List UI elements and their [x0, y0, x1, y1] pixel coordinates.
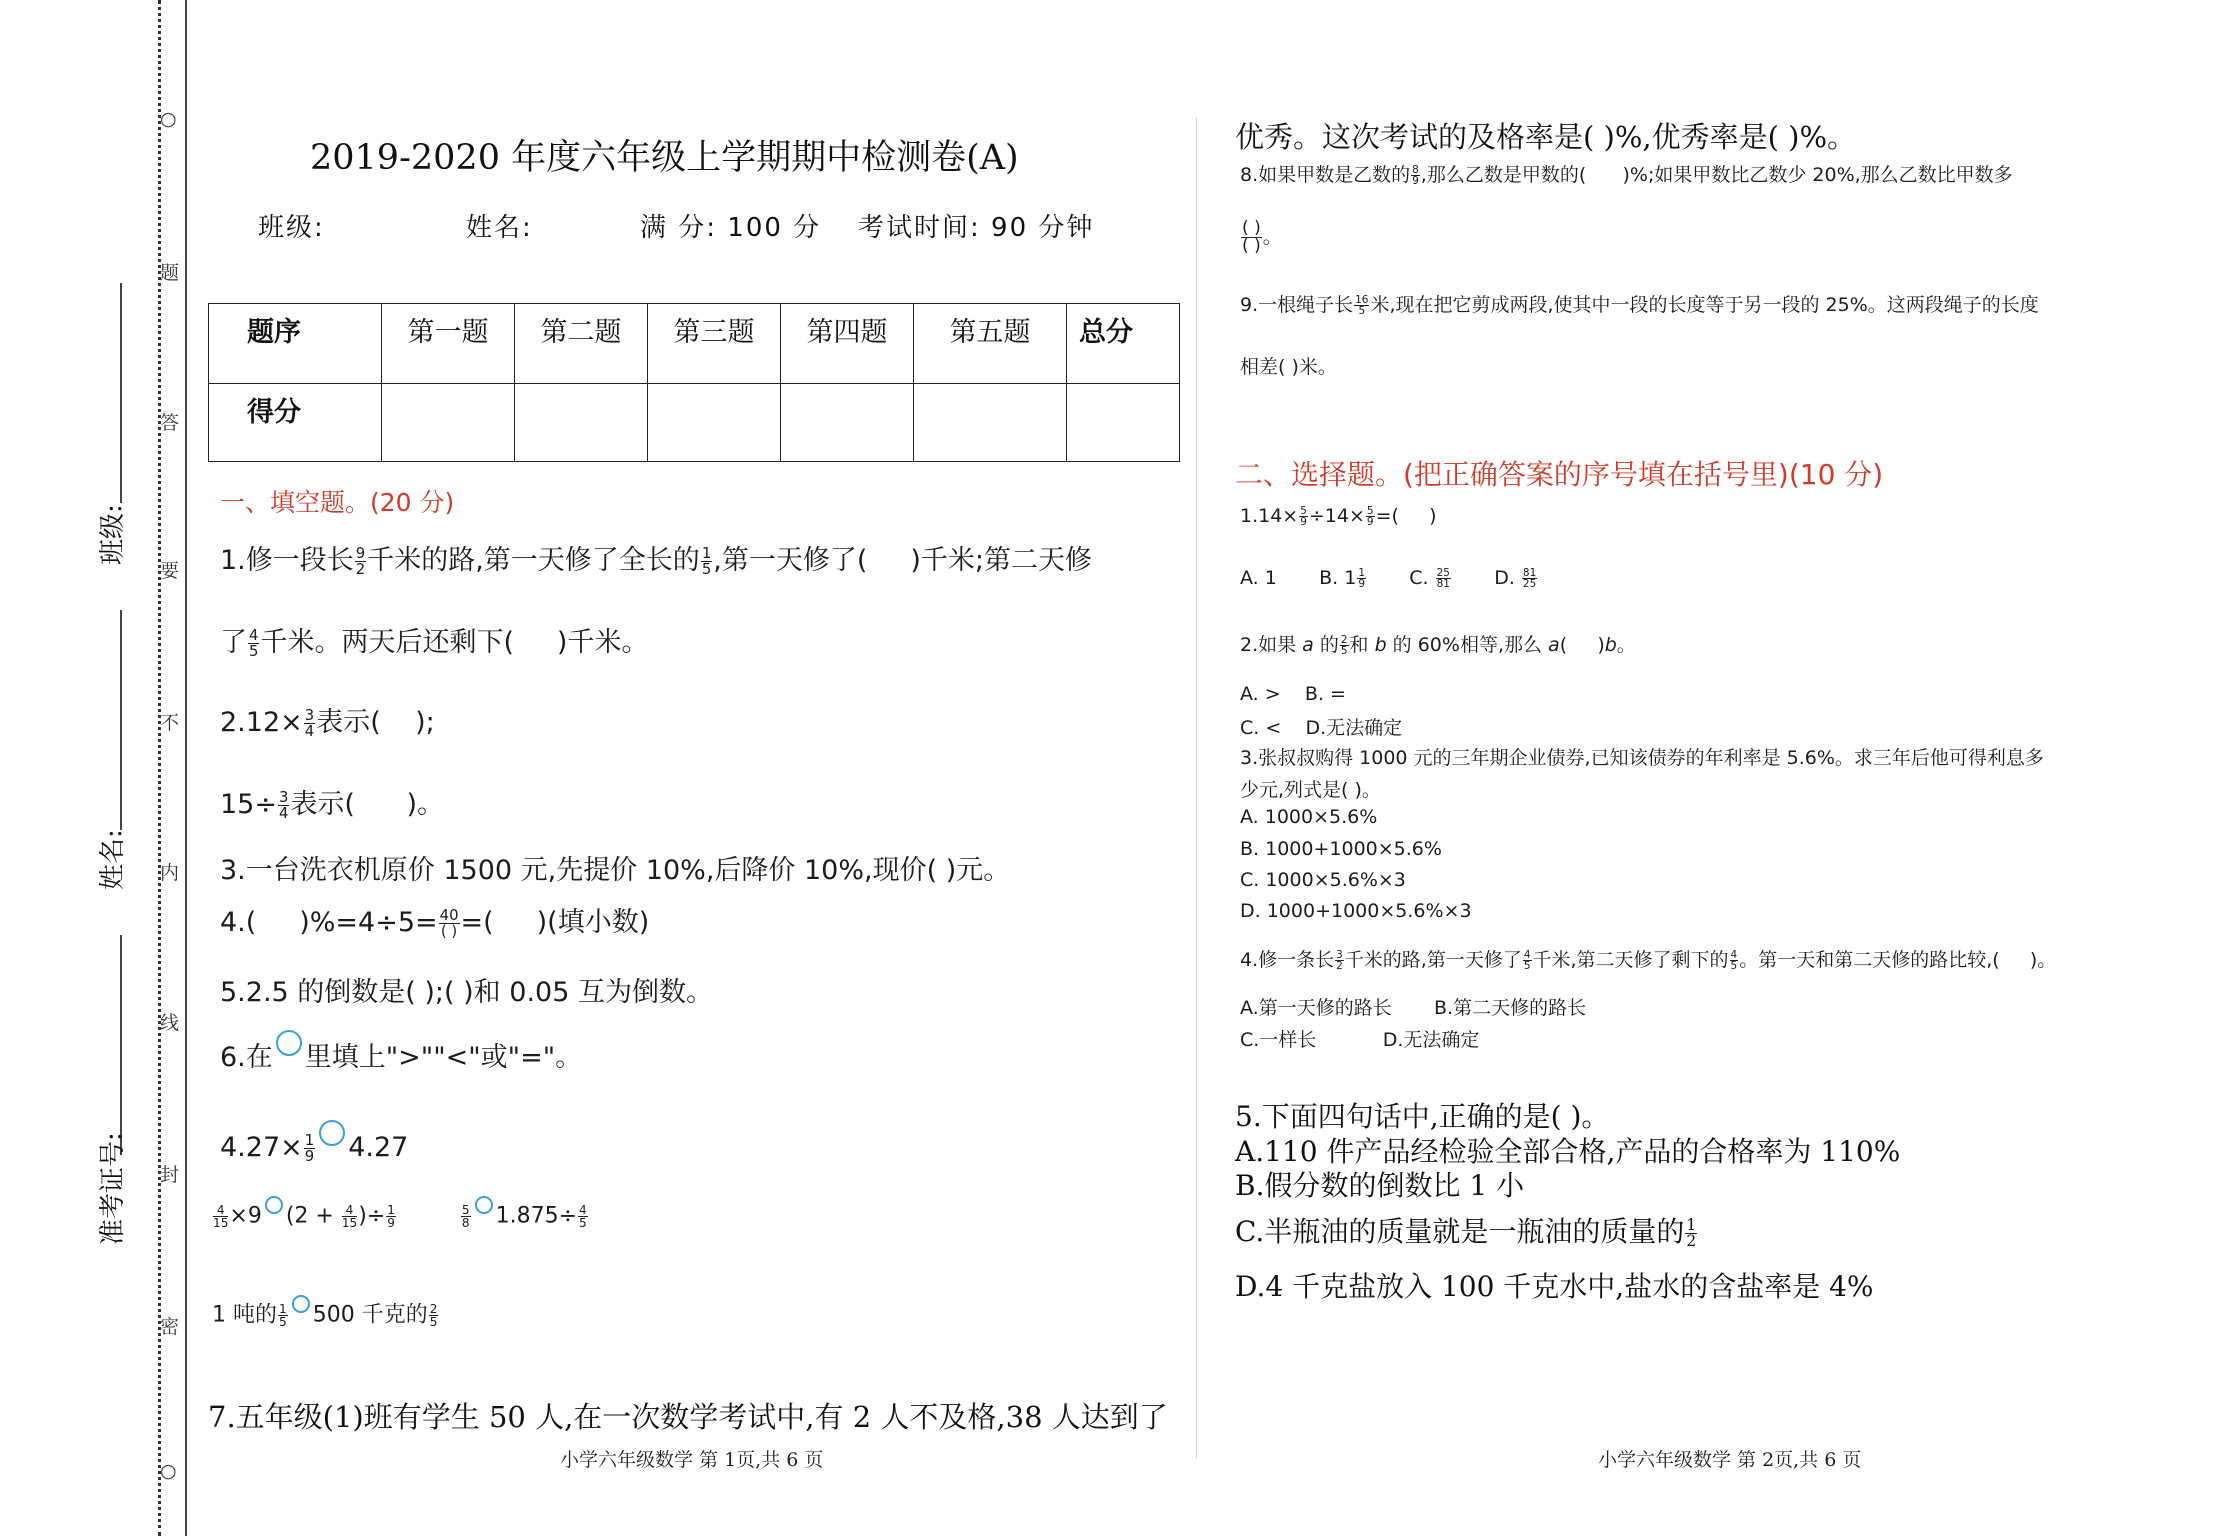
section-1-heading: 一、填空题。(20 分) [220, 488, 455, 517]
compare-circle-icon[interactable] [475, 1196, 493, 1214]
full-score: 满 分: 100 分 [640, 213, 822, 243]
choice-3-option: C. 1000×5.6%×3 [1240, 869, 1406, 891]
binding-circle: ○ [160, 1460, 177, 1482]
table-header: 第二题 [515, 304, 648, 384]
binding-circle: ○ [160, 108, 177, 130]
binding-char: 内 [160, 862, 180, 884]
exam-time: 考试时间: 90 分钟 [858, 213, 1095, 243]
name-label: 姓名: [98, 829, 128, 890]
question-4: 4.( )%=4÷5= $\frac{40}{( )}$ =( )(填小数) [220, 906, 650, 940]
question-7-continued: 优秀。这次考试的及格率是( )%,优秀率是( )%。 [1235, 120, 1857, 154]
score-cell[interactable] [1067, 384, 1180, 462]
binding-char: 密 [160, 1316, 180, 1338]
choice-5-option-d: D.4 千克盐放入 100 千克水中,盐水的含盐率是 4% [1235, 1270, 1874, 1303]
class-field-label: 班级: [258, 213, 325, 243]
choice-5-option-b: B.假分数的倒数比 1 小 [1235, 1169, 1525, 1202]
score-table [208, 303, 1180, 462]
compare-circle-icon[interactable] [265, 1196, 283, 1214]
choice-2: 2.如果 a 的 $\frac{2}{5}$ 和 b 的 60%相等,那么 a( )b。 [1240, 633, 1636, 657]
binding-dotted-line [158, 0, 161, 1536]
exam-id-fill-line [120, 935, 122, 1155]
name-field-label: 姓名: [466, 213, 533, 243]
page-title: 2019-2020 年度六年级上学期期中检测卷(A) [310, 138, 1019, 178]
question-1-line-1: 1.修一段长 $\frac{9}{2}$ 千米的路,第一天修了全长的 $\frac{1}{5}$ ,第一天修了( )千米;第二天修 [220, 544, 1092, 578]
question-7: 7.五年级(1)班有学生 50 人,在一次数学考试中,有 2 人不及格,38 人达到了 [208, 1400, 1168, 1434]
question-9-line-2: 相差( )米。 [1240, 356, 1337, 378]
choice-4-options-row-2: C.一样长 D.无法确定 [1240, 1029, 1480, 1051]
question-6b: $\frac{4}{15}$ ×9 (2 + $\frac{4}{15}$ )÷ $\frac{1}{9}$ $\frac{5}{8}$ 1.875÷ $\frac{4}{5}$ [212, 1196, 589, 1229]
score-cell[interactable] [382, 384, 515, 462]
choice-4-options-row-1: A.第一天修的路长 B.第二天修的路长 [1240, 997, 1587, 1019]
choice-4: 4.修一条长 $\frac{3}{2}$ 千米的路,第一天修了 $\frac{4}{5}$ 千米,第二天修了剩下的 $\frac{4}{5}$ 。第一天和第二天修的路比较,( )。 [1240, 948, 2057, 972]
table-header: 第三题 [648, 304, 781, 384]
compare-circle-icon [276, 1030, 302, 1056]
binding-char: 要 [160, 560, 180, 582]
choice-2-options-row-1: A. > B. = [1240, 683, 1346, 705]
table-header: 第五题 [914, 304, 1067, 384]
binding-char: 线 [160, 1012, 180, 1034]
question-6: 6.在 里填上">""<"或"="。 [220, 1030, 582, 1074]
table-header: 题序 [209, 304, 382, 384]
table-header: 总分 [1067, 304, 1180, 384]
binding-char: 封 [160, 1164, 180, 1186]
choice-1-options: A. 1 B. 1 $\frac{1}{9}$ C. $\frac{25}{81}$ D. $\frac{81}{25}$ [1240, 566, 1537, 590]
question-2-line-1: 2.12× $\frac{3}{4}$ 表示( ); [220, 706, 435, 740]
class-fill-line [120, 283, 122, 503]
page-footer-left: 小学六年级数学 第 1页,共 6 页 [560, 1449, 824, 1471]
compare-circle-icon[interactable] [292, 1295, 310, 1313]
name-fill-line [120, 610, 122, 830]
choice-5-option-a: A.110 件产品经检验全部合格,产品的合格率为 110% [1235, 1135, 1901, 1168]
choice-3-line-2: 少元,列式是( )。 [1240, 779, 1381, 801]
score-cell[interactable] [515, 384, 648, 462]
choice-3-option: D. 1000+1000×5.6%×3 [1240, 900, 1472, 922]
question-9-line-1: 9.一根绳子长 $\frac{16}{5}$ 米,现在把它剪成两段,使其中一段的长度等于另一段的 25%。这两段绳子的长度 [1240, 293, 2039, 317]
binding-char: 不 [160, 712, 180, 734]
question-6c: 1 吨的 $\frac{1}{5}$ 500 千克的 $\frac{2}{5}$ [212, 1295, 439, 1328]
binding-solid-line [185, 0, 187, 1536]
choice-5: 5.下面四句话中,正确的是( )。 [1235, 1100, 1610, 1133]
question-6a: 4.27× $\frac{1}{9}$ 4.27 [220, 1120, 408, 1164]
table-header: 第一题 [382, 304, 515, 384]
score-cell[interactable] [781, 384, 914, 462]
score-cell[interactable] [914, 384, 1067, 462]
class-label: 班级: [98, 504, 128, 565]
question-2-line-2: 15÷ $\frac{3}{4}$ 表示( )。 [220, 788, 445, 822]
page-footer-right: 小学六年级数学 第 2页,共 6 页 [1598, 1449, 1862, 1471]
question-3: 3.一台洗衣机原价 1500 元,先提价 10%,后降价 10%,现价( )元。 [220, 855, 1011, 886]
question-1-line-2: 了 $\frac{4}{5}$ 千米。两天后还剩下( )千米。 [220, 626, 649, 660]
choice-3-option: B. 1000+1000×5.6% [1240, 838, 1442, 860]
choice-5-option-c: C.半瓶油的质量就是一瓶油的质量的 $\frac{1}{2}$ [1235, 1215, 1697, 1250]
compare-circle-icon[interactable] [319, 1120, 345, 1146]
score-cell[interactable] [648, 384, 781, 462]
question-8-line-1: 8.如果甲数是乙数的 $\frac{8}{9}$ ,那么乙数是甲数的( )%;如果甲数比乙数少 20%,那么乙数比甲数多 [1240, 163, 2013, 187]
table-header: 第四题 [781, 304, 914, 384]
choice-1: 1.14× $\frac{5}{9}$ ÷14× $\frac{5}{9}$ =( ) [1240, 504, 1437, 528]
question-5: 5.2.5 的倒数是( );( )和 0.05 互为倒数。 [220, 977, 713, 1008]
section-2-heading: 二、选择题。(把正确答案的序号填在括号里)(10 分) [1235, 458, 1884, 491]
exam-id-label: 准考证号: [98, 1132, 128, 1245]
score-row-label: 得分 [209, 384, 382, 462]
question-8-line-2: $\frac{( )}{( )}$ 。 [1242, 218, 1282, 257]
binding-char: 题 [160, 262, 180, 284]
choice-2-options-row-2: C. < D.无法确定 [1240, 717, 1403, 739]
choice-3-option: A. 1000×5.6% [1240, 806, 1378, 828]
column-divider [1196, 118, 1197, 1458]
choice-3-line-1: 3.张叔叔购得 1000 元的三年期企业债券,已知该债券的年利率是 5.6%。求三年后他可得利息多 [1240, 747, 2044, 769]
binding-char: 答 [160, 412, 180, 434]
